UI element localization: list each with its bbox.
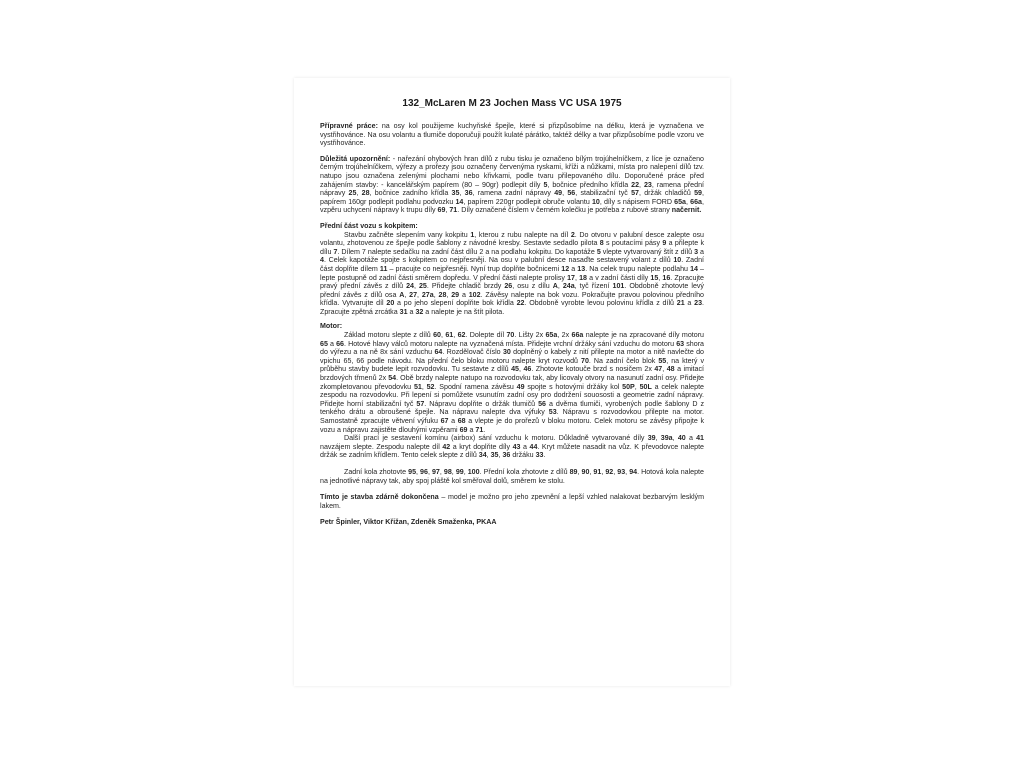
motor-paragraph-2: Další prací je sestavení komínu (airbox) sání vzduchu k motoru. Důkladně vytvarované díly 39, 39a, 40 a 41 navzájem slepte. Zespodu nalepte díl 42 a kryt doplňte díly 43 a 44. Kryt můžete nasadit na vůz. K převodovce nalepte držák se zadním křídlem. Tento celek slepte z dílů 34, 35, 36 držáku 33. xyxy=(320,434,704,460)
motor-paragraph-1: Základ motoru slepte z dílů 60, 61, 62. Dolepte díl 70. Lišty 2x 65a, 2x 66a nalepte je na zpracované díly motoru 65 a 66. Hotové hlavy válců motoru nalepte na vyznačená místa. Přidejte vrchní držáky sání vzduchu do motoru 63 shora do výřezu a na ně 8x sání vzduchu 64. Rozdělovač číslo 30 doplněný o kabely z nití přilepte na motor a nitě navlečte do vpichu 65, 66 podle návodu. Na přední čelo bloku motoru nalepte kryt rozvodů 70. Na zadní čelo blok 55, na který v průběhu stavby budete lepit rozvodovku. Tu sestavte z dílů 45, 46. Zhotovte kotouče brzd s nosičem 2x 47, 48 a imitací brzdových třmenů 2x 54. Obě brzdy nalepte natupo na rozvodovku tak, aby licovaly otvory na nasunutí zadní osy. Přidejte zkompletovanou převodovku 51, 52. Spodní ramena závěsu 49 spojte s hotovými držáky kol 50P, 50L a celek nalepte zespodu na rozvodovku. Při lepení si pomůžete vsunutím zadní osy pro dodržení souososti a geometrie zadní nápravy. Přidejte horní stabilizační tyč 57. Nápravu doplňte o držák tlumičů 56 a dvěma tlumiči, vyrobených podle šablony D z tenkého drátu a obroušené špejle. Na nápravu nalepte dva výfuky 53. Nápravu s rozvodovkou přilepte na motor. Samostatně zpracujte větvení výfuku 67 a 68 a vlepte je do prořezů v bloku motoru. Celek motoru se závěsy připojte k vozu a nápravu zajistěte dlouhými vzpěrami 69 a 71. xyxy=(320,331,705,434)
final-text: – model je možno pro jeho zpevnění a lepší vzhled nalakovat bezbarvým lesklým lakem. xyxy=(320,493,704,510)
note-text: - nařezání ohybových hran dílů z rubu tisku je označeno bílým trojúhelníčkem, z líce je označeno černým trojúhelníčkem, výřezy a prořezy jsou označeny červenýma ryskami, kříži a nůžkami, místa pro nalepení dílů tzv. natupo jsou označena zelenými plochami nebo křivkami, podle tvaru přilepovaného dílu. Doporučené práce před zahájením stavby: - kancelářským papírem (80 – 90gr) podlepit díly 5, bočnice předního křídla 22, 23, ramena přední nápravy 25, 28, bočnice zadního křídla 35, 36, ramena zadní nápravy 49, 56, stabilizační tyč 57, držák chladičů 59, papírem 160gr podlepit podlahu podvozku 14, papírem 220gr podlepit obruče volantu 10, díly s nápisem FORD 65a, 66a, vzpěru uchycení nápravy k trupu díly 69, 71. Díly označené číslem v černém kolečku je potřeba z rubové strany načernit. xyxy=(320,154,704,215)
front-section-title: Přední část vozu s kokpitem: xyxy=(320,221,418,230)
prep-text: na osy kol použijeme kuchyňské špejle, které si přizpůsobíme na délku, která je vyznačena ve vystřihovánce. Na osu volantu a tlumiče doporučuji použít kulaté párátko, taktéž délky a tvar přizpůsobíme podle vzoru ve vystřihovánce. xyxy=(320,122,704,148)
prep-paragraph xyxy=(320,122,704,148)
document-body xyxy=(320,98,704,534)
final-paragraph xyxy=(320,493,704,510)
wheels-paragraph: Zadní kola zhotovte 95, 96, 97, 98, 99, 100. Přední kola zhotovte z dílů 89, 90, 91, 92, 93, 94. Hotová kola nalepte na jednotlivé nápravy tak, aby spoj pláště kol směřoval dolů, směrem ke stolu. xyxy=(320,467,704,485)
front-paragraph: Stavbu začněte slepením vany kokpitu 1, kterou z rubu nalepte na díl 2. Do otvoru v palubní desce zalepte osu volantu, zhotovenou ze špejle podle šablony z návodné kresby. Sestavte sedadlo pilota 8 s poutacími pásy 9 a přilepte k dílu 7. Dílem 7 nalepte sedačku na zadní část dílu 2 a na podlahu kokpitu. Do kapotáže 5 vlepte vytvarovaný štít z dílů 3 a 4. Celek kapotáže spojte s kokpitem co nejpřesněji. Na osu v palubní desce nasaďte sestavený volant z dílů 10. Zadní část doplňte dílem 11 – pracujte co nejpřesněji. Nyní trup doplňte bočnicemi 12 a 13. Na celek trupu nalepte podlahu 14 – lepte postupně od zadní části směrem dopředu. V přední části nalepte prolisy 17, 18 a v zadní části díly 15, 16. Zpracujte pravý přední závěs z dílů 24, 25. Přidejte chladič brzdy 26, osu z dílu A, 24a, tyč řízení 101. Obdobně zhotovte levý přední závěs z dílů osa A, 27, 27a, 28, 29 a 102. Závěsy nalepte na bok vozu. Pokračujte pravou polovinou předního křídla. Vytvarujte díl 20 a po jeho slepení doplňte bok křídla 22. Obdobně vyrobte levou polovinu křídla z dílů 21 a 23. Zpracujte zpětná zrcátka 31 a 32 a nalepte je na štít pilota. xyxy=(320,230,705,316)
document-title: 132_McLaren M 23 Jochen Mass VC USA 1975 xyxy=(402,98,622,109)
note-paragraph xyxy=(320,155,704,215)
note-heading: Důležitá upozornění: xyxy=(320,154,391,163)
document-page xyxy=(294,78,730,686)
motor-section-title: Motor: xyxy=(320,322,343,331)
final-heading: Tímto je stavba zdárně dokončena xyxy=(320,493,439,502)
authors: Petr Špinler, Viktor Křižan, Zdeněk Smaženka, PKAA xyxy=(320,518,497,527)
prep-heading: Přípravné práce: xyxy=(320,122,378,130)
